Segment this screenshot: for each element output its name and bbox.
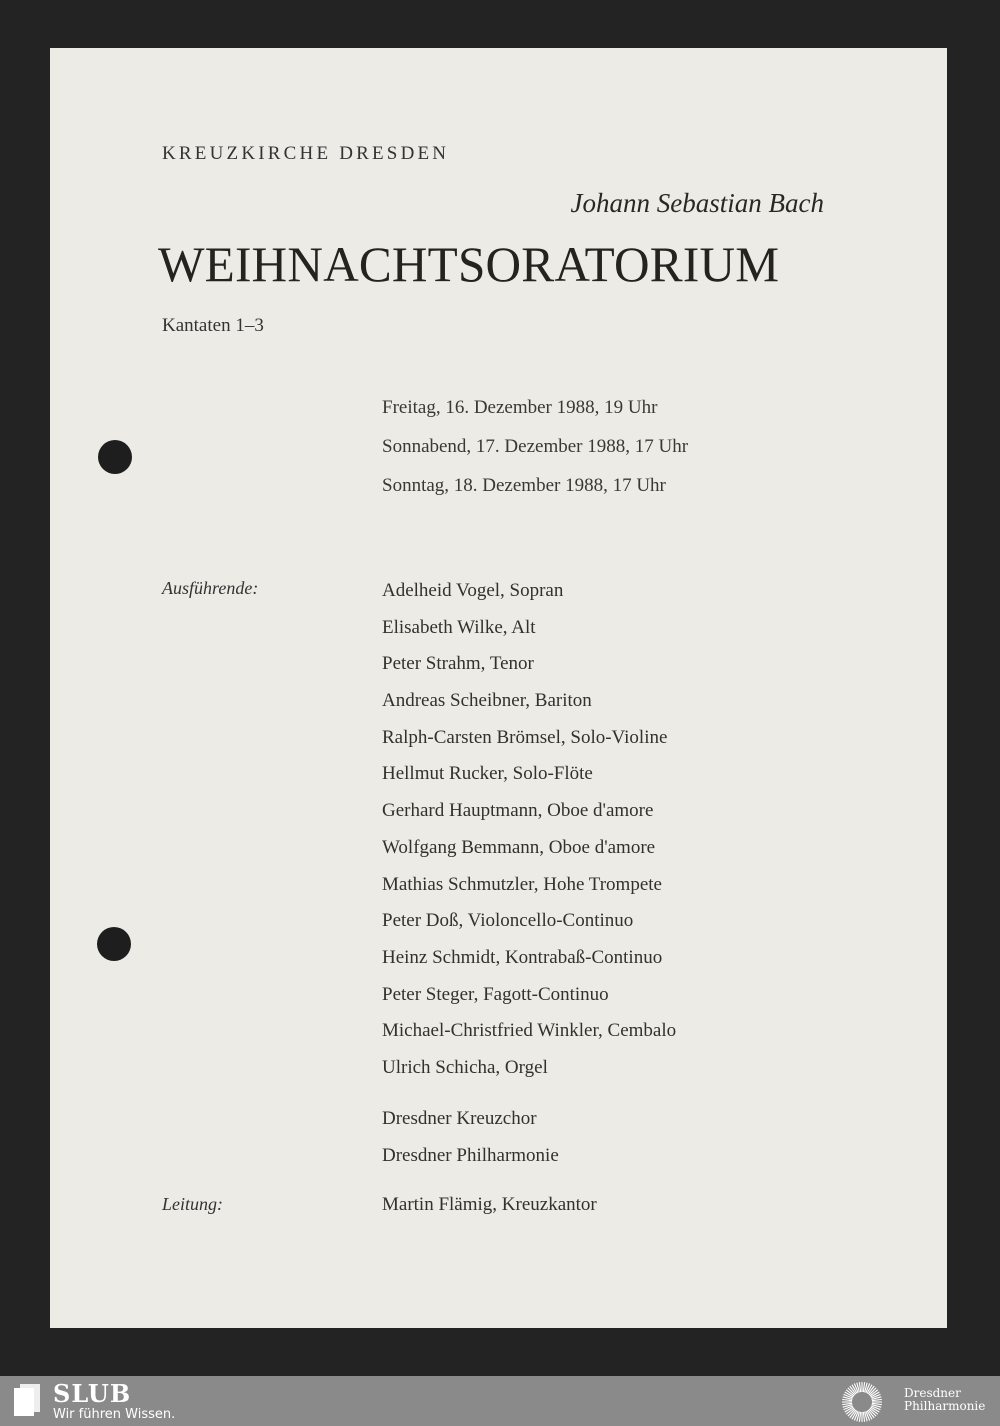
slub-logo-text[interactable]: SLUB <box>53 1379 132 1408</box>
composer-name: Johann Sebastian Bach <box>570 188 824 218</box>
performer-item: Michael-Christfried Winkler, Cembalo <box>382 1020 677 1042</box>
philharmonie-name-line2: Philharmonie <box>904 1399 986 1413</box>
program-sheet <box>50 48 947 1328</box>
performer-item: Elisabeth Wilke, Alt <box>382 616 536 638</box>
leader-label: Leitung: <box>162 1194 223 1214</box>
philharmonie-name-line1: Dresdner <box>904 1386 961 1400</box>
performer-item: Heinz Schmidt, Kontrabaß-Continuo <box>382 946 663 968</box>
sunburst-ray <box>872 1399 882 1400</box>
performer-item: Andreas Scheibner, Bariton <box>382 690 592 712</box>
performer-item: Peter Doß, Violoncello-Continuo <box>382 910 634 932</box>
performer-item: Wolfgang Bemmann, Oboe d'amore <box>382 836 656 858</box>
work-subtitle: Kantaten 1–3 <box>162 315 264 336</box>
ensemble-item: Dresdner Kreuzchor <box>382 1108 537 1129</box>
philharmonie-logo-text[interactable] <box>904 1387 985 1413</box>
book-pages-icon <box>14 1384 40 1416</box>
venue-heading: KREUZKIRCHE DRESDEN <box>162 143 450 164</box>
work-title: WEIHNACHTSORATORIUM <box>158 236 780 292</box>
viewer-footer <box>0 1376 1000 1426</box>
performance-dates <box>382 394 688 511</box>
slub-tagline: Wir führen Wissen. <box>53 1407 176 1422</box>
punch-hole <box>97 927 131 961</box>
performer-item: Peter Steger, Fagott-Continuo <box>382 983 609 1005</box>
performer-item: Gerhard Hauptmann, Oboe d'amore <box>382 800 654 822</box>
sunburst-ray <box>863 1382 864 1392</box>
performer-item: Hellmut Rucker, Solo-Flöte <box>382 763 593 785</box>
performer-item: Ralph-Carsten Brömsel, Solo-Violine <box>382 726 668 748</box>
sunburst-ray <box>872 1403 882 1404</box>
date-line: Freitag, 16. Dezember 1988, 19 Uhr <box>382 397 658 418</box>
performer-item: Mathias Schmutzler, Hohe Trompete <box>382 873 662 895</box>
date-line: Sonnabend, 17. Dezember 1988, 17 Uhr <box>382 436 689 457</box>
ensemble-item: Dresdner Philharmonie <box>382 1145 559 1166</box>
date-line: Sonntag, 18. Dezember 1988, 17 Uhr <box>382 475 666 496</box>
performer-item: Adelheid Vogel, Sopran <box>382 580 564 601</box>
leader-name: Martin Flämig, Kreuzkantor <box>382 1194 597 1215</box>
performers-list <box>382 577 676 1091</box>
sunburst-ray <box>859 1382 860 1392</box>
sunburst-ray <box>842 1399 852 1400</box>
performer-item: Peter Strahm, Tenor <box>382 653 534 675</box>
performers-label: Ausführende: <box>162 578 259 598</box>
ensembles-list <box>382 1105 559 1179</box>
sunburst-ray <box>842 1403 852 1404</box>
sunburst-ring-icon <box>840 1380 884 1424</box>
sunburst-ray <box>859 1412 860 1422</box>
performer-item: Ulrich Schicha, Orgel <box>382 1056 548 1078</box>
punch-hole <box>98 440 132 474</box>
sunburst-ray <box>863 1412 864 1422</box>
